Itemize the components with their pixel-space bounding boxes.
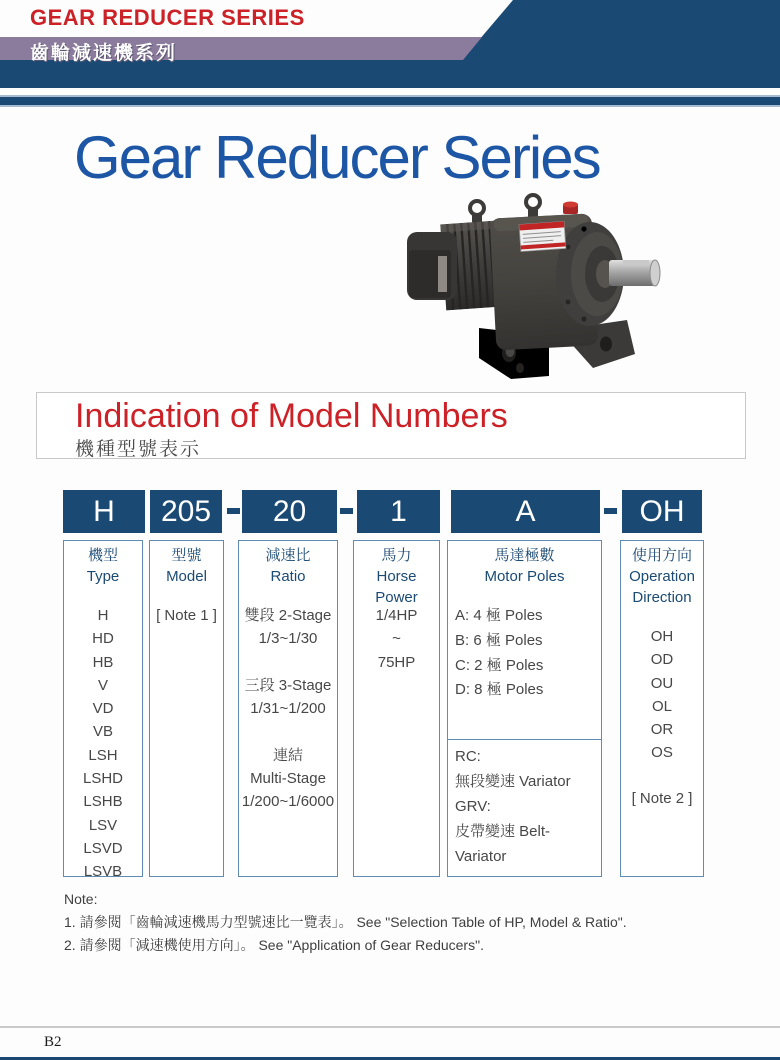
list-item: ~ bbox=[392, 630, 401, 648]
footer-divider bbox=[0, 1026, 780, 1028]
model-code-block-type: H bbox=[63, 490, 145, 533]
list-item: LSH bbox=[88, 746, 118, 764]
list-item: OH bbox=[650, 628, 674, 645]
header-rule-light-bottom bbox=[0, 105, 780, 107]
list-item: OD bbox=[650, 651, 674, 669]
section-title-en: Indication of Model Numbers bbox=[75, 397, 508, 435]
column-type-header: 機型 Type bbox=[86, 547, 120, 585]
list-item: GRV: bbox=[455, 798, 491, 815]
column-motor-poles bbox=[447, 540, 602, 877]
list-item: 連結 bbox=[272, 746, 303, 764]
model-code-block-poles: A bbox=[451, 490, 600, 533]
column-model bbox=[149, 540, 224, 877]
header-title-en: GEAR REDUCER SERIES bbox=[30, 5, 305, 30]
list-item: A: 4 極 Poles bbox=[455, 607, 543, 624]
notes-block bbox=[64, 888, 627, 957]
column-type-items bbox=[64, 604, 142, 884]
list-item: [ Note 1 ] bbox=[156, 607, 217, 624]
column-operation-direction bbox=[620, 540, 704, 877]
note-line: 1. 請參閱「齒輪減速機馬力型號速比一覽表」。 See "Selection Table of HP, Model & Ratio". bbox=[64, 914, 627, 930]
list-item: V bbox=[97, 676, 108, 694]
model-code-block-ratio: 20 bbox=[242, 490, 337, 533]
column-horse-power bbox=[353, 540, 440, 877]
column-operation-direction-items bbox=[621, 625, 703, 810]
column-ratio bbox=[238, 540, 338, 877]
column-operation-direction-header: 使用方向 Operation Direction bbox=[629, 547, 695, 606]
list-item: Multi-Stage bbox=[250, 770, 326, 788]
list-item: 雙段 2-Stage bbox=[244, 607, 332, 624]
code-separator-dash bbox=[340, 508, 353, 514]
column-type bbox=[63, 540, 143, 881]
list-item: D: 8 極 Poles bbox=[455, 681, 544, 699]
variator-items bbox=[448, 739, 601, 869]
list-item: OR bbox=[650, 721, 674, 739]
section-title-box bbox=[36, 392, 746, 459]
pole-items bbox=[455, 604, 599, 703]
column-motor-poles-header: 馬達極數 Motor Poles bbox=[484, 547, 565, 585]
list-item: 1/31~1/200 bbox=[250, 700, 326, 718]
column-horse-power-items bbox=[354, 604, 439, 674]
list-item bbox=[239, 720, 337, 743]
list-item: VB bbox=[92, 723, 113, 741]
list-item: C: 2 極 Poles bbox=[455, 656, 544, 674]
column-model-items bbox=[150, 604, 223, 627]
list-item: LSV bbox=[88, 816, 118, 834]
list-item: OS bbox=[651, 744, 673, 762]
list-item: RC: bbox=[455, 748, 481, 765]
note-2-reference: [ Note 2 ] bbox=[631, 789, 693, 807]
list-item: 1/200~1/6000 bbox=[241, 793, 335, 811]
list-item: LSHB bbox=[83, 793, 123, 811]
column-ratio-header: 減速比 Ratio bbox=[265, 547, 311, 585]
header-rule-navy bbox=[0, 97, 780, 105]
page-number: B2 bbox=[44, 1034, 62, 1050]
list-item bbox=[239, 651, 337, 674]
code-separator-dash bbox=[604, 508, 617, 514]
model-code-block-direction: OH bbox=[622, 490, 702, 533]
list-item: LSVB bbox=[83, 863, 123, 881]
list-item: HB bbox=[92, 653, 114, 671]
model-code-block-model: 205 bbox=[150, 490, 222, 533]
list-item: H bbox=[97, 607, 109, 624]
list-item: OL bbox=[651, 697, 672, 715]
header-title-zh: 齒輪減速機系列 bbox=[30, 43, 178, 64]
list-item: HD bbox=[92, 630, 114, 648]
section-title-zh: 機種型號表示 bbox=[75, 439, 202, 460]
list-item: 無段變速 Variator bbox=[455, 773, 571, 790]
list-item: 1/4HP bbox=[375, 607, 418, 624]
list-item: B: 6 極 Poles bbox=[455, 631, 543, 649]
list-item: 三段 3-Stage bbox=[244, 676, 332, 694]
column-horse-power-header: 馬力 Horse Power bbox=[375, 547, 418, 606]
page-title: Gear Reducer Series bbox=[74, 124, 600, 191]
product-photo bbox=[393, 192, 700, 382]
list-item: 皮帶變速 Belt-Variator bbox=[455, 823, 551, 865]
list-item: OU bbox=[650, 674, 674, 692]
code-separator-dash bbox=[227, 508, 240, 514]
model-code-block-hp: 1 bbox=[357, 490, 440, 533]
list-item: LSHD bbox=[82, 770, 123, 788]
column-ratio-items bbox=[239, 604, 337, 814]
column-model-header: 型號 Model bbox=[166, 547, 207, 585]
list-item: LSVD bbox=[83, 839, 123, 857]
notes-label: Note: bbox=[64, 891, 98, 907]
list-item: 1/3~1/30 bbox=[258, 630, 318, 648]
list-item: 75HP bbox=[377, 653, 416, 671]
list-item: VD bbox=[92, 700, 114, 718]
note-line: 2. 請參閱「減速機使用方向」。 See "Application of Gear Reducers". bbox=[64, 937, 484, 953]
